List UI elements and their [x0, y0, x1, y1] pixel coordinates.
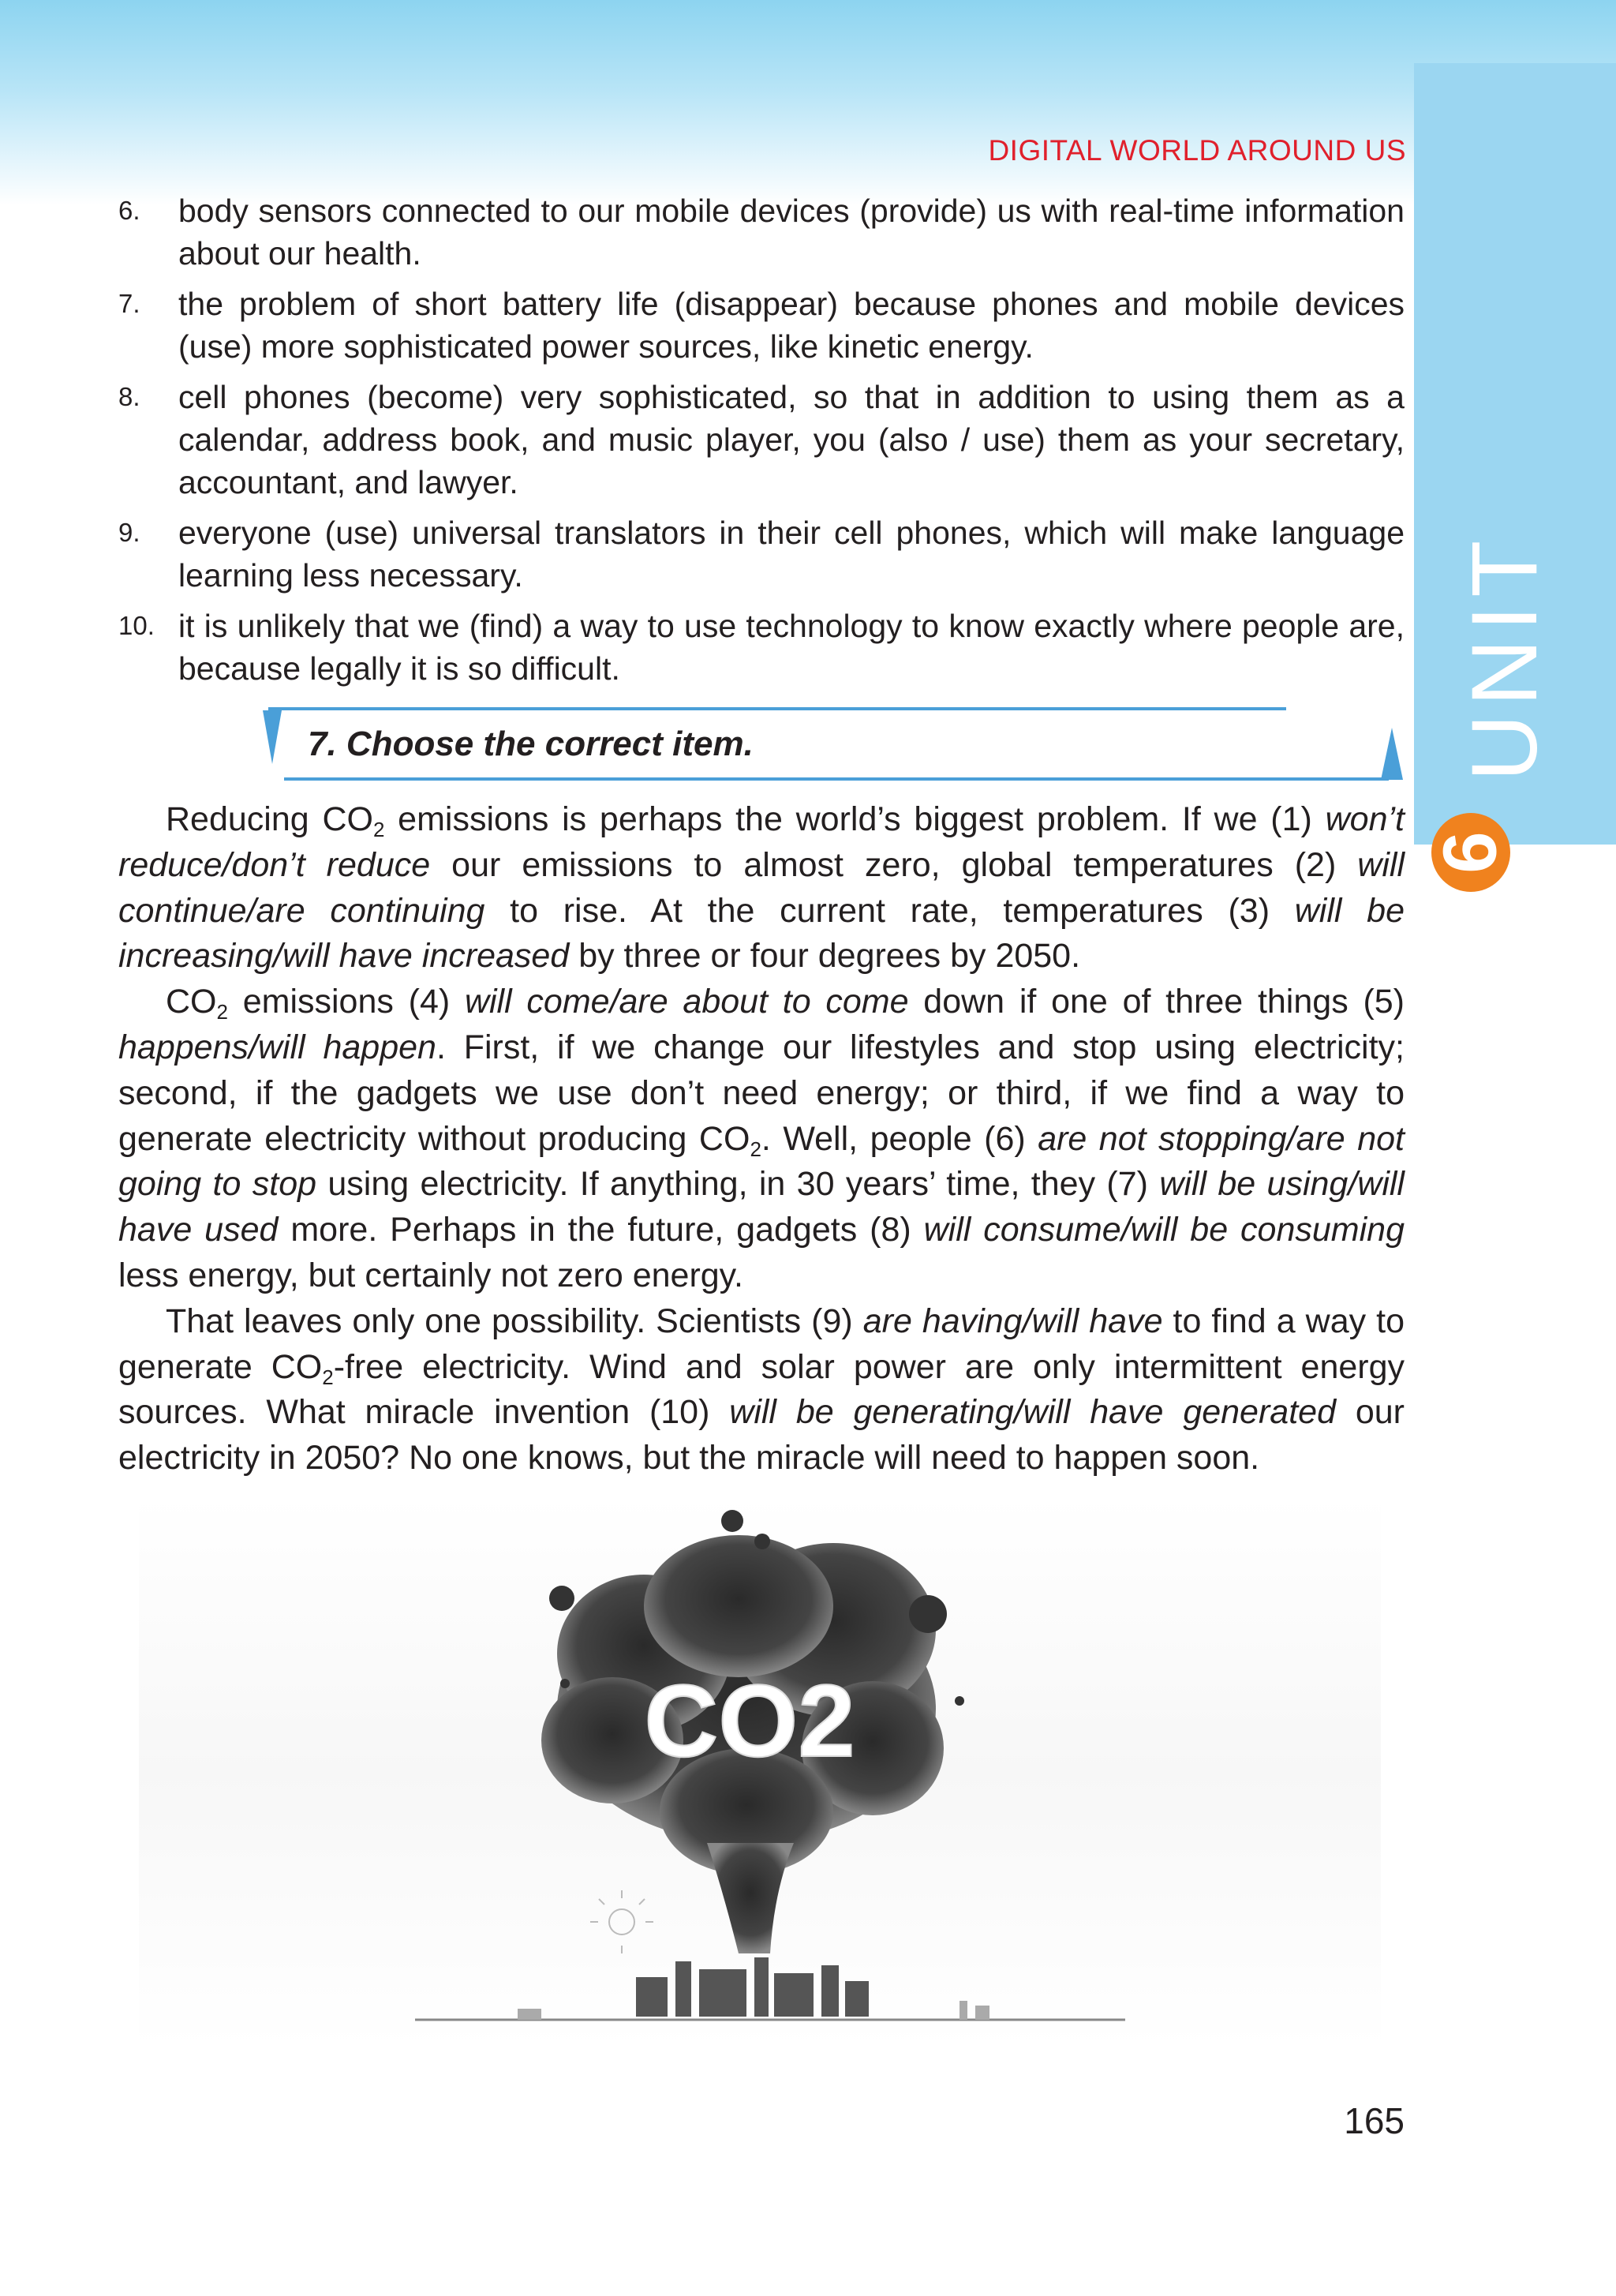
answer-options: will consume/will be consuming — [923, 1211, 1405, 1249]
subscript: 2 — [216, 1000, 228, 1024]
unit-number: 6 — [1427, 831, 1513, 874]
answer-options: will come/are about to come — [464, 983, 909, 1021]
text-run: -free electricity. Wind and solar power are only intermittent energy sources. What miracle invention (10) — [118, 1347, 1405, 1432]
text-run: Reducing CO — [166, 800, 373, 838]
text-run: That leaves only one possibility. Scientists (9) — [166, 1302, 863, 1340]
item-text: it is unlikely that we (find) a way to use technology to know exactly where people are, because legally it is so difficult. — [178, 608, 1405, 687]
item-text: everyone (use) universal translators in their cell phones, which will make language learning less necessary. — [178, 515, 1405, 594]
subscript: 2 — [372, 818, 385, 841]
exercise-6-list — [118, 189, 1405, 698]
unit-label: UNIT — [1453, 532, 1557, 781]
answer-options: will be generating/will have generated — [729, 1393, 1336, 1432]
answer-options: won’t reduce/don’t reduce — [118, 800, 1405, 884]
running-header: DIGITAL WORLD AROUND US — [988, 134, 1406, 167]
list-item — [118, 189, 1405, 275]
list-item — [118, 605, 1405, 690]
unit-number-badge — [1427, 813, 1513, 892]
answer-options: will be using/will have used — [118, 1165, 1405, 1249]
list-item — [118, 511, 1405, 597]
item-number: 10. — [118, 611, 155, 640]
factory-skyline — [636, 1957, 869, 2017]
exercise-title: 7. Choose the correct item. — [308, 725, 754, 763]
answer-options: are not stopping/are not going to stop — [118, 1119, 1405, 1204]
item-number: 8. — [118, 382, 140, 411]
item-text: cell phones (become) very sophisticated, so that in addition to using them as a calendar, address book, and music player, you (also / use) them as your secretary, accountant, and lawyer. — [178, 379, 1405, 500]
banner-left-marker — [263, 710, 282, 764]
text-run: more. Perhaps in the future, gadgets (8) — [278, 1211, 924, 1249]
top-gradient-band — [0, 0, 1616, 205]
paragraph-1 — [118, 797, 1405, 979]
text-run: emissions (4) — [227, 983, 465, 1021]
exercise-banner-bottom-rule — [284, 777, 1389, 781]
answer-options: will continue/are continuing — [118, 845, 1405, 930]
item-text: the problem of short battery life (disappear) because phones and mobile devices (use) more sophisticated power sources, like kinetic energy. — [178, 286, 1405, 365]
text-run: using electricity. If anything, in 30 years’ time, they (7) — [316, 1165, 1160, 1204]
answer-options: will be increasing/will have increased — [118, 891, 1405, 976]
paragraph-3 — [118, 1299, 1405, 1481]
text-run: less energy, but certainly not zero energy. — [118, 1256, 743, 1294]
banner-right-marker — [1381, 728, 1403, 780]
co2-illustration — [139, 1496, 1381, 2048]
answer-options: are having/will have — [862, 1302, 1163, 1340]
answer-options: happens/will happen — [118, 1028, 436, 1066]
text-run: to find a way to generate CO — [118, 1302, 1405, 1386]
text-run: our emissions to almost zero, global temperatures (2) — [430, 845, 1358, 884]
text-run: by three or four degrees by 2050. — [569, 937, 1081, 976]
text-run: our electricity in 2050? No one knows, but the miracle will need to happen soon. — [118, 1393, 1405, 1478]
list-item — [118, 283, 1405, 368]
page-number: 165 — [1344, 2100, 1405, 2141]
text-run: to rise. At the current rate, temperatures (3) — [484, 891, 1295, 930]
text-run: emissions is perhaps the world’s biggest problem. If we (1) — [384, 800, 1326, 838]
ground-details — [518, 2001, 989, 2020]
text-run: down if one of three things (5) — [908, 983, 1405, 1021]
co2-cloud-drawing — [139, 1496, 1381, 2048]
item-text: body sensors connected to our mobile devices (provide) us with real-time information about our health. — [178, 193, 1405, 272]
item-number: 9. — [118, 518, 140, 547]
text-run: . Well, people (6) — [761, 1119, 1038, 1158]
item-number: 6. — [118, 196, 140, 225]
exercise-7-passage — [118, 797, 1405, 1481]
subscript: 2 — [750, 1137, 761, 1161]
text-run: . First, if we change our lifestyles and stop using electricity; second, if the gadgets we use don’t need energy; or third, if we find a way to generate electricity without producing CO — [118, 1028, 1405, 1158]
sun-sketch — [590, 1890, 653, 1953]
item-number: 7. — [118, 289, 140, 318]
subscript: 2 — [322, 1365, 334, 1389]
list-item — [118, 376, 1405, 504]
text-run: CO — [166, 983, 217, 1021]
co2-lettering: CO2 — [644, 1663, 855, 1778]
paragraph-2 — [118, 979, 1405, 1299]
exercise-banner-top-rule — [268, 707, 1286, 710]
